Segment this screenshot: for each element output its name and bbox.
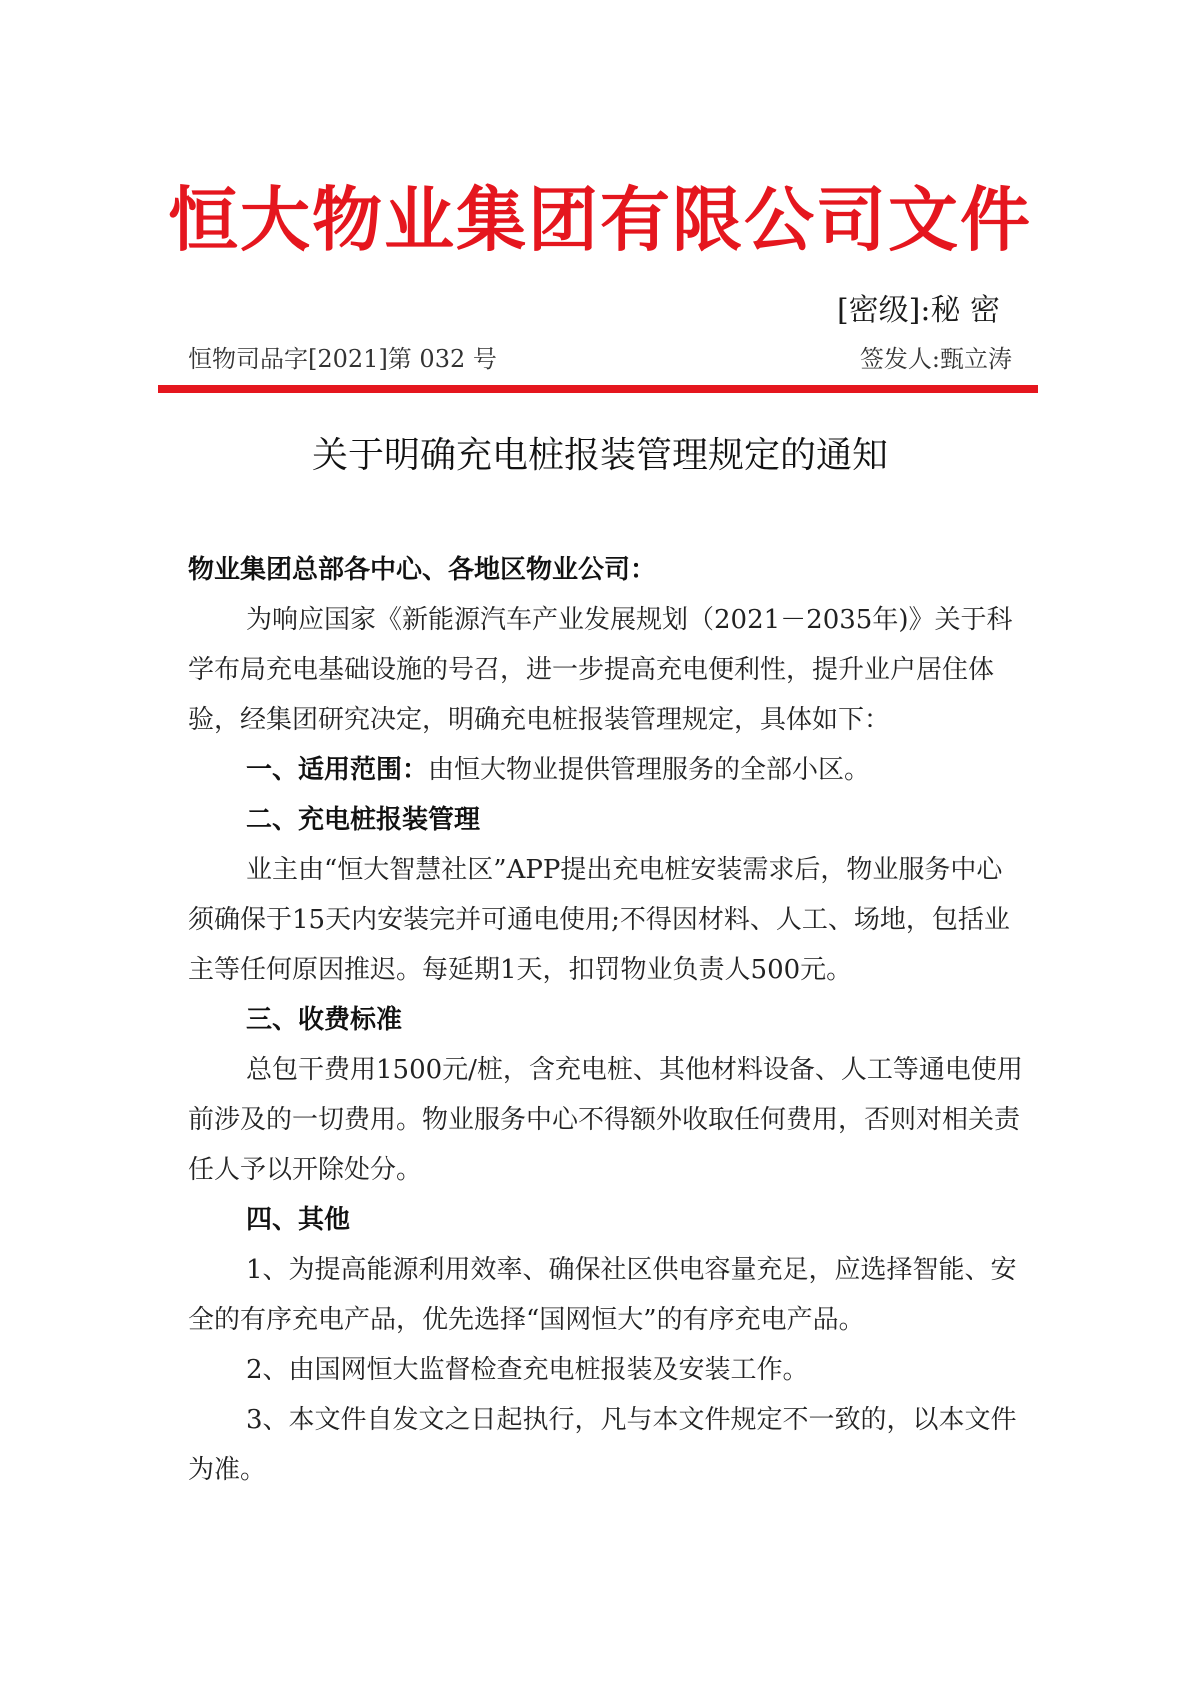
document-body (188, 545, 1028, 1495)
section-installation-text: 业主由“恒大智慧社区”APP提出充电桩安装需求后，物业服务中心须确保于15天内安装完并可通电使用;不得因材料、人工、场地，包括业主等任何原因推迟。每延期1天，扣罚物业负责人500元。 (188, 855, 1010, 985)
section-heading-other: 四、其他 (246, 1205, 351, 1235)
document-number: 恒物司品字[2021]第 032 号 (188, 345, 497, 373)
section-scope (188, 745, 1028, 795)
other-item-3: 3、本文件自发文之日起执行，凡与本文件规定不一致的，以本文件为准。 (188, 1405, 1017, 1485)
document-meta-row (188, 343, 1012, 375)
intro-paragraph: 为响应国家《新能源汽车产业发展规划（2021－2035年)》关于科学布局充电基础设施的号召，进一步提高充电便利性，提升业户居住体验，经集团研究决定，明确充电桩报装管理规定，具体如下： (188, 605, 1013, 735)
section-heading-fees: 三、收费标准 (246, 1005, 403, 1035)
recipient-line: 物业集团总部各中心、各地区物业公司： (188, 555, 657, 585)
document-title: 关于明确充电桩报装管理规定的通知 (311, 435, 888, 476)
other-item-1: 1、为提高能源利用效率、确保社区供电容量充足，应选择智能、安全的有序充电产品，优先选择“国网恒大”的有序充电产品。 (188, 1255, 1017, 1335)
organization-title: 恒大物业集团有限公司文件 (168, 179, 1032, 261)
section-heading-installation: 二、充电桩报装管理 (246, 805, 481, 835)
secret-level: [密级]:秘 密 (836, 293, 1000, 328)
section-fees-text: 总包干费用1500元/桩，含充电桩、其他材料设备、人工等通电使用前涉及的一切费用。物业服务中心不得额外收取任何费用，否则对相关责任人予以开除处分。 (188, 1055, 1023, 1185)
section-scope-text: 由恒大物业提供管理服务的全部小区。 (428, 755, 871, 785)
section-scope-label: 一、适用范围： (246, 755, 429, 785)
other-item-2: 2、由国网恒大监督检查充电桩报装及安装工作。 (246, 1355, 809, 1385)
signer: 签发人:甄立涛 (859, 345, 1012, 373)
red-divider (158, 385, 1038, 393)
